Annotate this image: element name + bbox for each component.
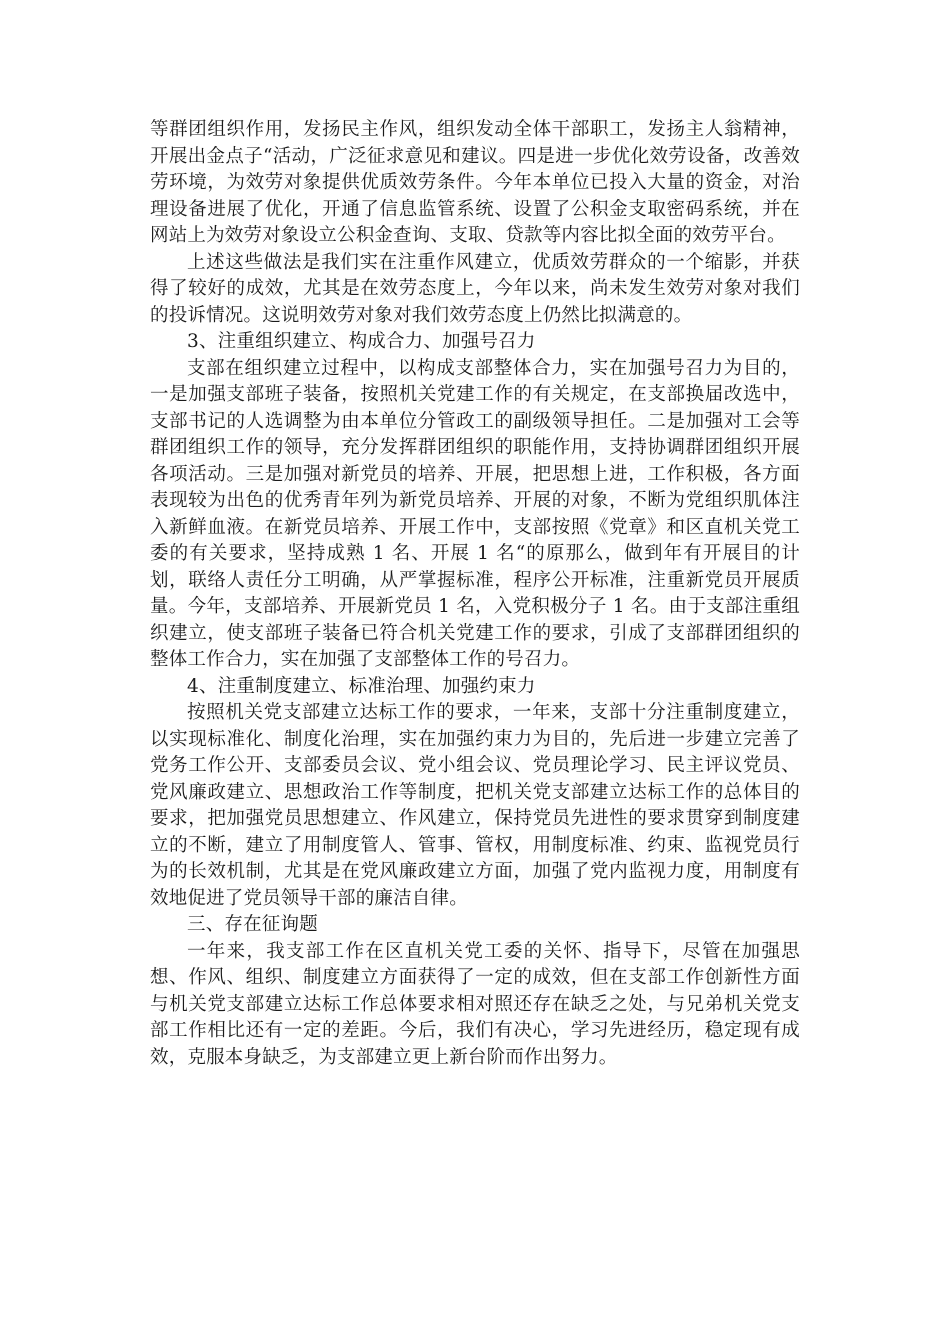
paragraph-continued: 等群团组织作用，发扬民主作风，组织发动全体干部职工，发扬主人翁精神，开展出金点子“活动，广泛征求意见和建议。四是进一步优化效劳设备，改善效劳环境，为效劳对象提供优质效劳条件。今年本单位已投入大量的资金，对治理设备进展了优化，开通了信息监管系统、设置了公积金支取密码系统，并在网站上为效劳对象设立公积金查询、支取、贷款等内容比拟全面的效劳平台。 xyxy=(150,119,800,246)
section-heading-system: 4、注重制度建立、标准治理、加强约束力 xyxy=(187,675,536,697)
section-heading-problems: 三、存在征询题 xyxy=(187,914,318,935)
section-heading-organization: 3、注重组织建立、构成合力、加强号召力 xyxy=(187,331,536,352)
paragraph-problems: 一年来，我支部工作在区直机关党工委的关怀、指导下，尽管在加强思想、作风、组织、制度建立方面获得了一定的成效，但在支部工作创新性方面与机关党支部建立达标工作总体要求相对照还存在缺乏之处，与兄弟机关党支部工作相比还有一定的差距。今后，我们有决心，学习先进经历，稳定现有成效，克服本身缺乏，为支部建立更上新台阶而作出努力。 xyxy=(150,940,800,1068)
document-body xyxy=(150,117,800,1071)
paragraph-style-summary: 上述这些做法是我们实在注重作风建立，优质效劳群众的一个缩影，并获得了较好的成效，尤其是在效劳态度上，今年以来，尚未发生效劳对象对我们的投诉情况。这说明效劳对象对我们效劳态度上仍然比拟满意的。 xyxy=(150,251,800,326)
paragraph-organization: 支部在组织建立过程中，以构成支部整体合力，实在加强号召力为目的，一是加强支部班子装备，按照机关党建工作的有关规定，在支部换届改选中，支部书记的人选调整为由本单位分管政工的副级领导担任。二是加强对工会等群团组织工作的领导，充分发挥群团组织的职能作用，支持协调群团组织开展各项活动。三是加强对新党员的培养、开展，把思想上进，工作积极，各方面表现较为出色的优秀青年列为新党员培养、开展的对象，不断为党组织肌体注入新鲜血液。在新党员培养、开展工作中，支部按照《党章》和区直机关党工委的有关要求，坚持成熟 1 名、开展 1 名“的原那么，做到年有开展目的计划，联络人责任分工明确，从严掌握标准，程序公开标准，注重新党员开展质量。今年，支部培养、开展新党员 1 名，入党积极分子 1 名。由于支部注重组织建立，使支部班子装备已符合机关党建工作的要求，引成了支部群团组织的整体工作合力，实在加强了支部整体工作的号召力。 xyxy=(150,357,800,670)
paragraph-system: 按照机关党支部建立达标工作的要求，一年来，支部十分注重制度建立，以实现标准化、制度化治理，实在加强约束力为目的，先后进一步建立完善了党务工作公开、支部委员会议、党小组会议、党员理论学习、民主评议党员、党风廉政建立、思想政治工作等制度，把机关党支部建立达标工作的总体目的要求，把加强党员思想建立、作风建立，保持党员先进性的要求贯穿到制度建立的不断，建立了用制度管人、管事、管权，用制度标准、约束、监视党员行为的长效机制，尤其是在党风廉政建立方面，加强了党内监视力度，用制度有效地促进了党员领导干部的廉洁自律。 xyxy=(150,702,800,909)
